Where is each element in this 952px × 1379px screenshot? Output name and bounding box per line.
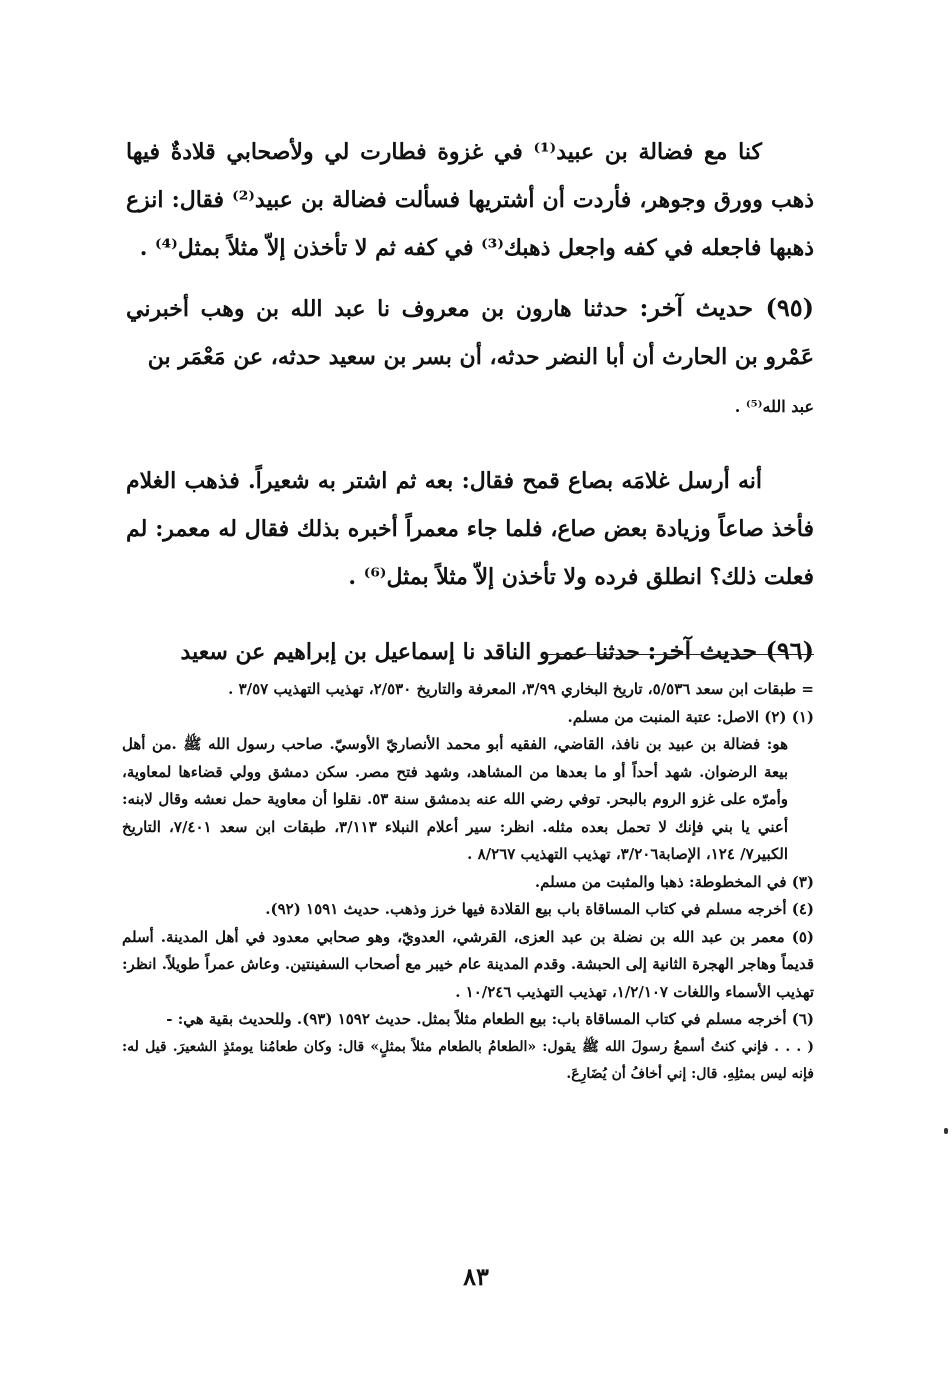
footnote-6-quote: ( . . . فإني كنتُ أسمعُ رسولَ الله ﷺ يقول: «الطعامُ بالطعام مثلاً بمثلٍ» قال: وكان طعامُنا يومئذٍ الشعيرَ. قيل له: فإنه ليس بمثلِهِ. قال: إني أخافُ أن يُضَارِعَ. bbox=[122, 1038, 814, 1082]
footnote-5: (٥) معمر بن عبد الله بن نضلة بن عبد العزى، القرشي، العدويّ، وهو صحابي معدود في أهل المدينة. أسلم قديماً وهاجر الهجرة الثانية إلى الحبشة. وقدم المدينة عام خيبر مع أصحاب السفينتين. وعاش عمراً طويلاً. انظر: تهذيب الأسماء واللغات ١/٢/١٠٧، تهذيب التهذيب ١٠/٢٤٦ . bbox=[122, 927, 814, 1001]
footnote-1-2: (١) (٢) الاصل: عتبة المنبت من مسلم. bbox=[567, 707, 814, 726]
scan-mark bbox=[944, 1128, 948, 1134]
footnote-3: (٣) في المخطوطة: ذهبا والمثبت من مسلم. bbox=[534, 872, 814, 891]
hadith-96-isnad: حدثنا عمرو الناقد نا إسماعيل بن إبراهيم عن سعيد bbox=[180, 639, 648, 665]
footnote-separator bbox=[546, 654, 814, 655]
paragraph-mamar: أنه أرسل غلامَه بصاع قمح فقال: بعه ثم اشتر به شعيراً. فذهب الغلام فأخذ صاعاً وزيادة بعض صاع، فلما جاء معمراً أخبره بذلك فقال له معمر: لم فعلت ذلك؟ انطلق فرده ولا تأخذن إلاّ مثلاً بمثل⁽⁶⁾ . bbox=[126, 468, 814, 590]
hadith-96 bbox=[126, 627, 814, 676]
page-number: ٨٣ bbox=[463, 1262, 489, 1291]
hadith-95-isnad-end: عبد الله⁽⁵⁾ . bbox=[734, 397, 814, 416]
main-text bbox=[126, 128, 814, 676]
hadith-95-isnad: حدثنا هارون بن معروف نا عبد الله بن وهب أخبرني عَمْرو بن الحارث أن أبا النضر حدثه، أن بسر بن سعيد حدثه، عن مَعْمَر بن bbox=[126, 296, 814, 370]
footnote-6: (٦) أخرجه مسلم في كتاب المساقاة باب: بيع الطعام مثلاً بمثل. حديث ١٥٩٢ (٩٣). وللحديث بقية هي: - bbox=[166, 1010, 814, 1028]
footnote-4: (٤) أخرجه مسلم في كتاب المساقاة باب بيع القلادة فيها خرز وذهب. حديث ١٥٩١ (٩٢). bbox=[265, 900, 814, 918]
footnote-continued: = طبقات ابن سعد ٥/٥٣٦، تاريخ البخاري ٣/٩٩، المعرفة والتاريخ ٢/٥٣٠، تهذيب التهذيب ٣/٥٧ . bbox=[228, 680, 814, 698]
footnote-1-2-body: هو: فضالة بن عبيد بن نافذ، القاضي، الفقيه أبو محمد الأنصاريّ الأوسيّ. صاحب رسول الله ﷺ .من أهل بيعة الرضوان. شهد أحداً أو ما بعدها من المشاهد، وشهد فتح مصر. سكن دمشق وولي قضاءها لمعاوية، وأمرّه على غزو الروم بالبحر. توفي رضي الله عنه بدمشق سنة ٥٣. نقلوا أن معاوية حمل نعشه وقال لابنه: أعني يا بني فإنك لا تحمل بعده مثله. انظر: سير أعلام النبلاء ٣/١١٣، طبقات ابن سعد ٧/٤٠١، التاريخ الكبير٧/ ١٢٤، الإصابة٣/٢٠٦، تهذيب التهذيب ٨/٢٦٧ . bbox=[122, 735, 788, 863]
hadith-95-heading: (٩٥) حديث آخر: bbox=[639, 293, 814, 322]
footnotes bbox=[122, 676, 814, 1088]
hadith-96-heading: (٩٦) حديث آخر: bbox=[647, 636, 814, 665]
paragraph-fadala: كنا مع فضالة بن عبيد⁽¹⁾ في غزوة فطارت لي ولأصحابي قلادةٌ فيها ذهب وورق وجوهر، فأردت أن أشتريها فسألت فضالة بن عبيد⁽²⁾ فقال: انزع ذهبها فاجعله في كفه واجعل ذهبك⁽³⁾ في كفه ثم لا تأخذن إلاّ مثلاً بمثل⁽⁴⁾ . bbox=[126, 139, 814, 261]
hadith-95 bbox=[126, 284, 814, 431]
